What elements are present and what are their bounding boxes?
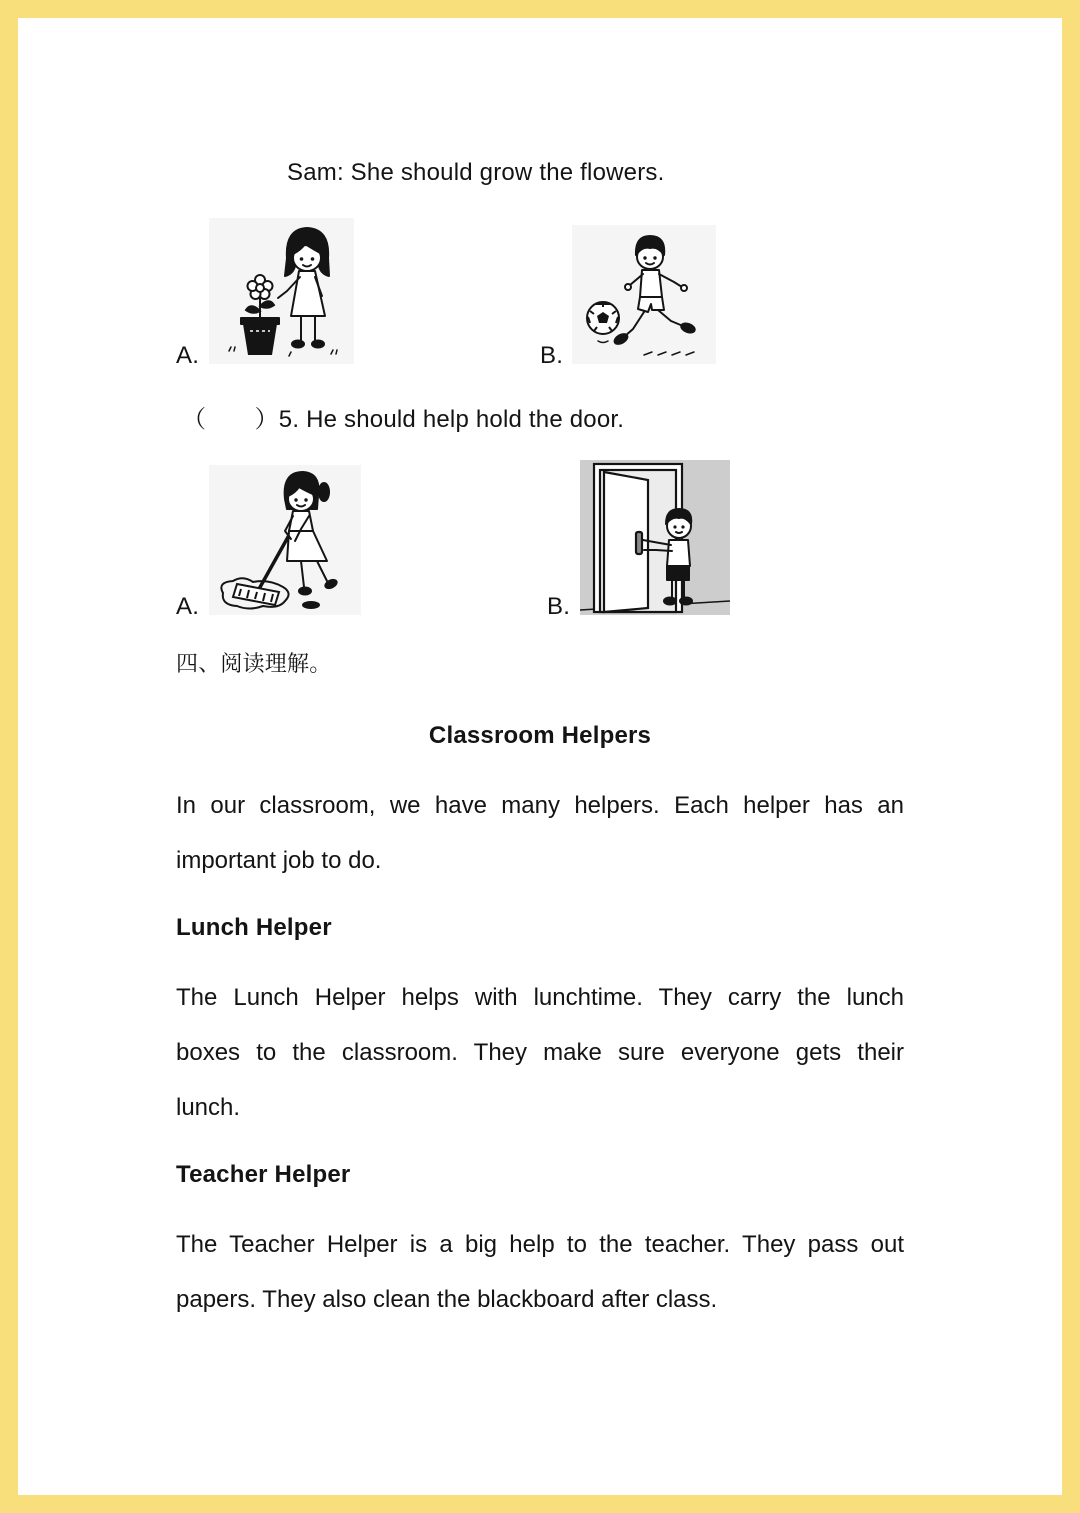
q4-option-a-label: A. [176,342,200,369]
q5-question: （ ）5. He should help hold the door. [182,406,625,433]
paragraph-line: In our classroom, we have many helpers. Each helper has an [176,792,904,819]
q4-answer-line: Sam: She should grow the flowers. [287,159,665,186]
door [594,464,682,612]
paragraph-line: The Lunch Helper helps with lunchtime. They carry the lunch [176,984,904,1011]
intro-paragraph [176,778,904,888]
q5-option-b-label: B. [547,593,571,620]
girl-mopping-floor-illustration [209,465,361,615]
lunch-helper-heading: Lunch Helper [176,914,332,941]
paragraph-line: lunch. [176,1094,241,1121]
door-handle [636,532,642,554]
soccer-ball [587,302,619,334]
q4-option-b-label: B. [540,342,564,369]
passage-title: Classroom Helpers [428,722,652,749]
teacher-helper-heading: Teacher Helper [176,1161,351,1188]
paragraph-line: boxes to the classroom. They make sure everyone gets their [176,1039,904,1066]
boy-kicking-ball-illustration [572,225,716,364]
paragraph-line: important job to do. [176,847,382,874]
boy-holding-door-illustration [580,460,730,615]
paragraph-line: The Teacher Helper is a big help to the teacher. They pass out [176,1231,904,1258]
lunch-helper-paragraph [176,970,904,1135]
q5-option-a-label: A. [176,593,200,620]
paragraph-line: papers. They also clean the blackboard after class. [176,1286,718,1313]
teacher-helper-paragraph [176,1217,904,1327]
section-heading: 四、阅读理解。 [176,652,332,677]
girl-growing-flowers-illustration [209,218,354,364]
